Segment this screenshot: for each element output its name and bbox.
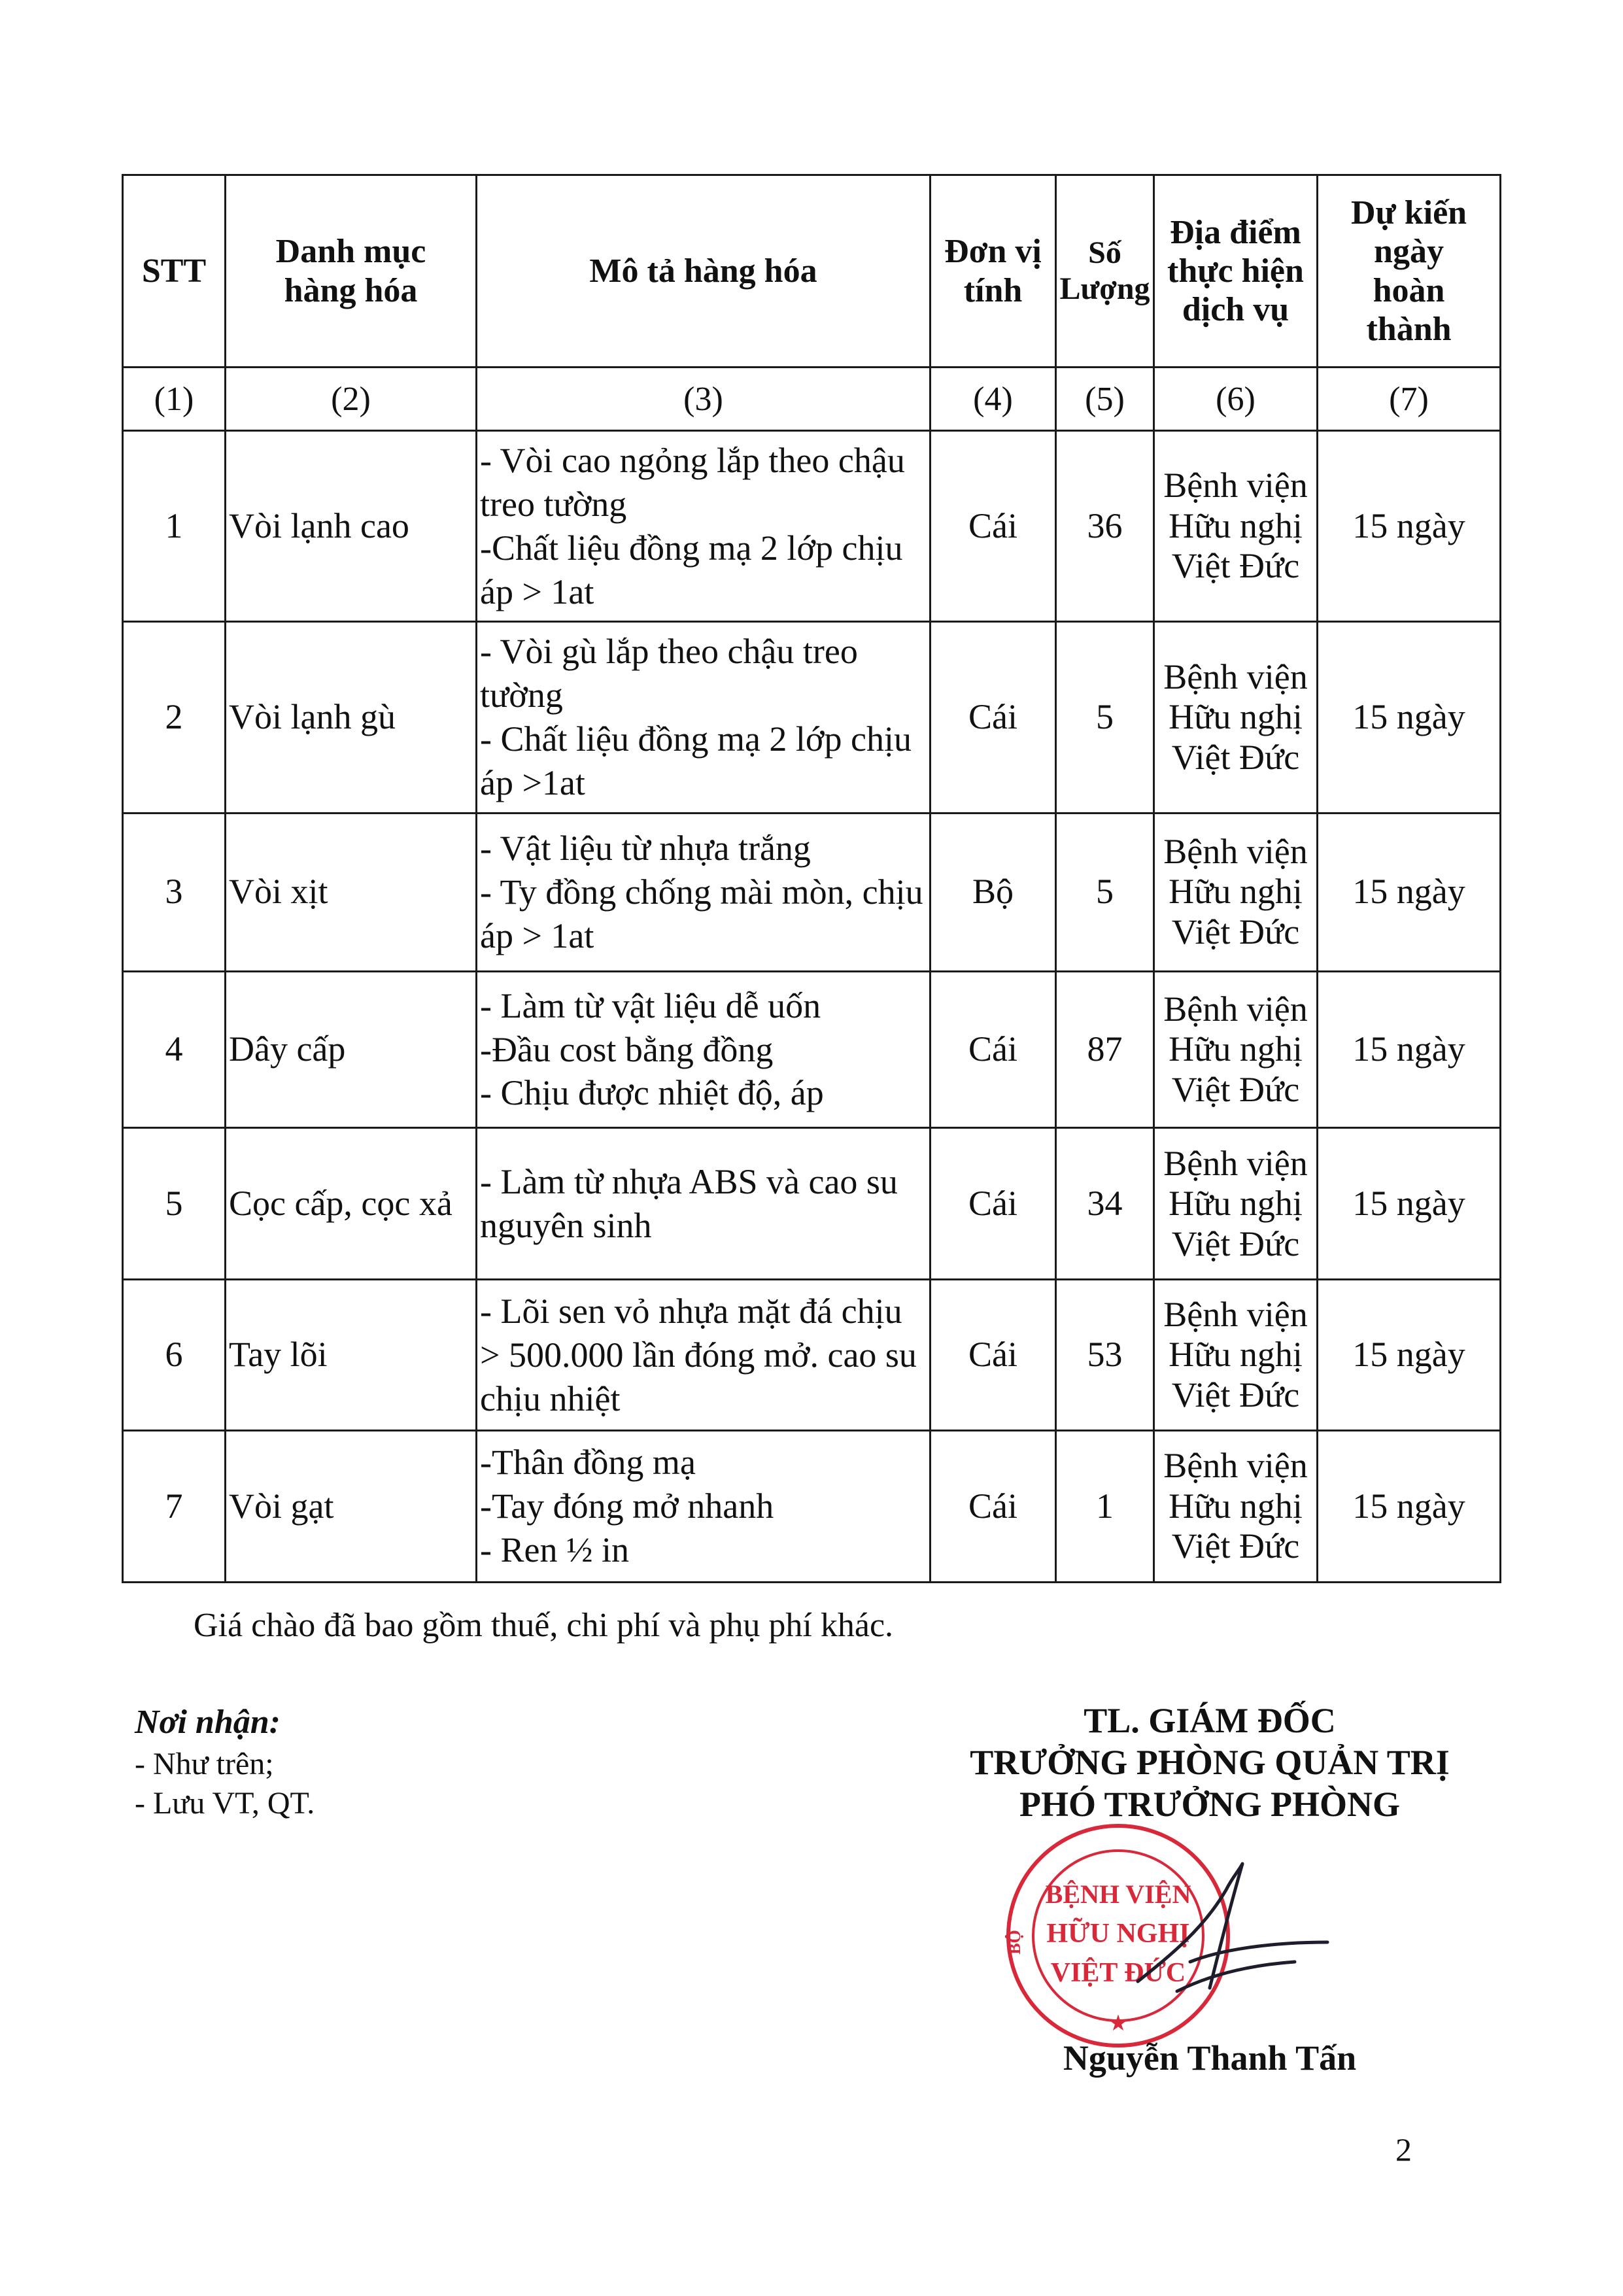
row-unit: Cái — [931, 1431, 1056, 1583]
row-stt: 6 — [123, 1280, 226, 1431]
row-category: Vòi gạt — [226, 1431, 477, 1583]
row-completion: 15 ngày — [1318, 1431, 1501, 1583]
row-quantity: 1 — [1056, 1431, 1154, 1583]
stamp-text: VIỆT ĐỨC — [1050, 1958, 1186, 1988]
row-completion: 15 ngày — [1318, 1280, 1501, 1431]
row-quantity: 5 — [1056, 813, 1154, 971]
column-number-row — [123, 368, 1501, 431]
row-unit: Cái — [931, 971, 1056, 1128]
row-category: Cọc cấp, cọc xả — [226, 1128, 477, 1280]
header-category: Danh mục hàng hóa — [226, 175, 477, 368]
column-number: (6) — [1154, 368, 1318, 431]
row-location: Bệnh viện Hữu nghị Việt Đức — [1154, 1280, 1318, 1431]
row-location: Bệnh viện Hữu nghị Việt Đức — [1154, 971, 1318, 1128]
row-unit: Cái — [931, 1128, 1056, 1280]
row-completion: 15 ngày — [1318, 431, 1501, 622]
signer-name: Nguyễn Thanh Tấn — [1063, 2038, 1357, 2078]
table-row — [123, 971, 1501, 1128]
row-location: Bệnh viện Hữu nghị Việt Đức — [1154, 813, 1318, 971]
header-completion: Dự kiến ngày hoàn thành — [1318, 175, 1501, 368]
row-description: - Vòi cao ngỏng lắp theo chậu treo tường -Chất liệu đồng mạ 2 lớp chịu áp > 1at — [477, 431, 931, 622]
header-row — [123, 175, 1501, 368]
price-note: Giá chào đã bao gồm thuế, chi phí và phụ phí khác. — [194, 1607, 894, 1644]
row-completion: 15 ngày — [1318, 813, 1501, 971]
header-stt: STT — [123, 175, 226, 368]
row-location: Bệnh viện Hữu nghị Việt Đức — [1154, 1431, 1318, 1583]
row-stt: 4 — [123, 971, 226, 1128]
row-category: Vòi xịt — [226, 813, 477, 971]
header-location: Địa điểm thực hiện dịch vụ — [1154, 175, 1318, 368]
signature-line-1: TL. GIÁM ĐỐC — [1084, 1701, 1336, 1740]
row-description: - Làm từ vật liệu dễ uốn -Đầu cost bằng đồng - Chịu được nhiệt độ, áp — [477, 971, 931, 1128]
handwritten-signature — [1112, 1851, 1347, 2021]
row-stt: 3 — [123, 813, 226, 971]
row-stt: 5 — [123, 1128, 226, 1280]
recipient-item: - Lưu VT, QT. — [135, 1786, 315, 1821]
table-row — [123, 1431, 1501, 1583]
row-completion: 15 ngày — [1318, 622, 1501, 813]
column-number: (7) — [1318, 368, 1501, 431]
row-quantity: 5 — [1056, 622, 1154, 813]
row-description: -Thân đồng mạ -Tay đóng mở nhanh - Ren ½ in — [477, 1431, 931, 1583]
column-number: (3) — [477, 368, 931, 431]
stamp-text: HỮU NGHỊ — [1046, 1919, 1190, 1949]
row-stt: 2 — [123, 622, 226, 813]
row-description: - Làm từ nhựa ABS và cao su nguyên sinh — [477, 1128, 931, 1280]
row-unit: Cái — [931, 431, 1056, 622]
row-stt: 1 — [123, 431, 226, 622]
goods-table — [122, 174, 1501, 1583]
table-row — [123, 1128, 1501, 1280]
row-category: Dây cấp — [226, 971, 477, 1128]
row-completion: 15 ngày — [1318, 1128, 1501, 1280]
row-description: - Vòi gù lắp theo chậu treo tường - Chất liệu đồng mạ 2 lớp chịu áp >1at — [477, 622, 931, 813]
row-category: Vòi lạnh gù — [226, 622, 477, 813]
recipients-title: Nơi nhận: — [135, 1704, 281, 1741]
row-description: - Lõi sen vỏ nhựa mặt đá chịu > 500.000 lần đóng mở. cao su chịu nhiệt — [477, 1280, 931, 1431]
recipient-item: - Như trên; — [135, 1747, 274, 1781]
row-location: Bệnh viện Hữu nghị Việt Đức — [1154, 431, 1318, 622]
row-stt: 7 — [123, 1431, 226, 1583]
stamp-text: BỆNH VIỆN — [1045, 1879, 1191, 1909]
signature-line-3: PHÓ TRƯỞNG PHÒNG — [1019, 1785, 1400, 1824]
table-row — [123, 1280, 1501, 1431]
row-unit: Bộ — [931, 813, 1056, 971]
row-quantity: 34 — [1056, 1128, 1154, 1280]
column-number: (4) — [931, 368, 1056, 431]
row-unit: Cái — [931, 622, 1056, 813]
column-number: (2) — [226, 368, 477, 431]
header-unit: Đơn vị tính — [931, 175, 1056, 368]
row-quantity: 53 — [1056, 1280, 1154, 1431]
row-completion: 15 ngày — [1318, 971, 1501, 1128]
stamp-star-icon: ★ — [1108, 2012, 1129, 2036]
row-category: Vòi lạnh cao — [226, 431, 477, 622]
page-number: 2 — [1395, 2131, 1412, 2168]
row-location: Bệnh viện Hữu nghị Việt Đức — [1154, 1128, 1318, 1280]
stamp-side-text: BỘ — [1005, 1930, 1024, 1955]
row-category: Tay lõi — [226, 1280, 477, 1431]
table-row — [123, 813, 1501, 971]
row-quantity: 36 — [1056, 431, 1154, 622]
row-location: Bệnh viện Hữu nghị Việt Đức — [1154, 622, 1318, 813]
column-number: (1) — [123, 368, 226, 431]
table-row — [123, 431, 1501, 622]
table-row — [123, 622, 1501, 813]
header-description: Mô tả hàng hóa — [477, 175, 931, 368]
row-description: - Vật liệu từ nhựa trắng - Ty đồng chống mài mòn, chịu áp > 1at — [477, 813, 931, 971]
column-number: (5) — [1056, 368, 1154, 431]
row-unit: Cái — [931, 1280, 1056, 1431]
row-quantity: 87 — [1056, 971, 1154, 1128]
signature-line-2: TRƯỞNG PHÒNG QUẢN TRỊ — [970, 1743, 1450, 1782]
header-quantity: Số Lượng — [1056, 175, 1154, 368]
